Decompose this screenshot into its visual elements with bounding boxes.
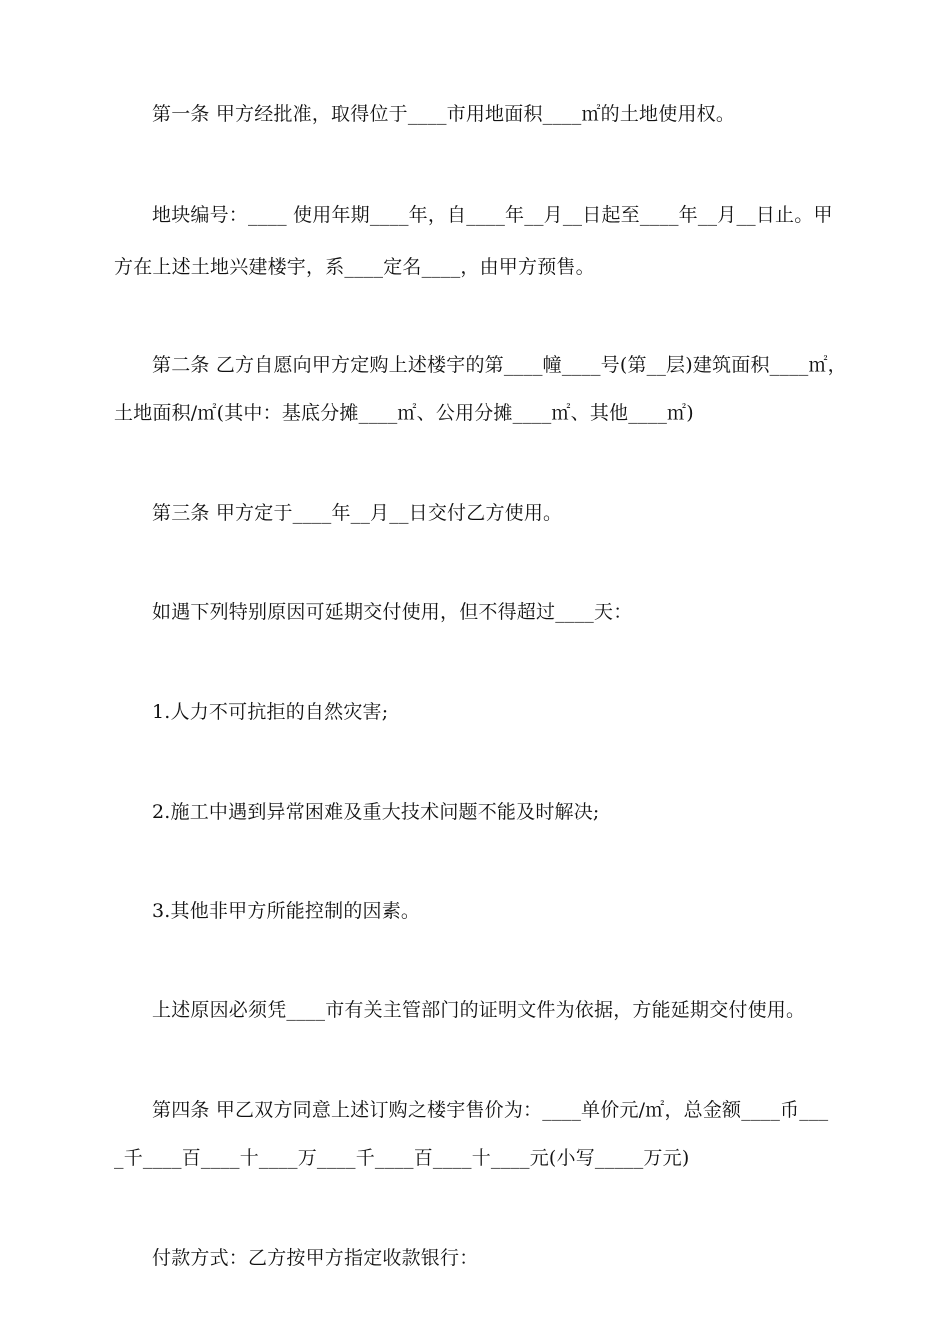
article-3-paragraph: 第三条 甲方定于____年__月__日交付乙方使用。 [152, 502, 563, 524]
article-1-paragraph: 第一条 甲方经批准，取得位于____市用地面积____㎡的土地使用权。 [152, 103, 736, 125]
list-item: 3.其他非甲方所能控制的因素。 [152, 900, 421, 922]
article-4-paragraph: 第四条 甲乙双方同意上述订购之楼宇售价为：____单价元/㎡，总金额____币___ [152, 1099, 829, 1121]
payment-method-paragraph: 付款方式：乙方按甲方指定收款银行： [152, 1247, 479, 1269]
list-item: 1.人力不可抗拒的自然灾害; [152, 701, 389, 723]
plot-number-line: 地块编号：____ 使用年期____年，自____年__月__日起至____年__月__日止。甲 [152, 204, 833, 226]
list-item: 2.施工中遇到异常困难及重大技术问题不能及时解决; [152, 801, 600, 823]
article-4-continuation: _千____百____十____万____千____百____十____元(小写_____万元) [114, 1147, 690, 1169]
article-2-paragraph: 第二条 乙方自愿向甲方定购上述楼宇的第____幢____号(第__层)建筑面积____㎡， [152, 354, 847, 376]
delay-condition-paragraph: 如遇下列特别原因可延期交付使用，但不得超过____天： [152, 601, 633, 623]
evidence-paragraph: 上述原因必须凭____市有关主管部门的证明文件为依据，方能延期交付使用。 [152, 999, 806, 1021]
plot-number-continuation: 方在上述土地兴建楼宇，系____定名____，由甲方预售。 [114, 256, 595, 278]
article-2-continuation: 土地面积/㎡(其中：基底分摊____㎡、公用分摊____㎡、其他____㎡) [114, 402, 694, 424]
